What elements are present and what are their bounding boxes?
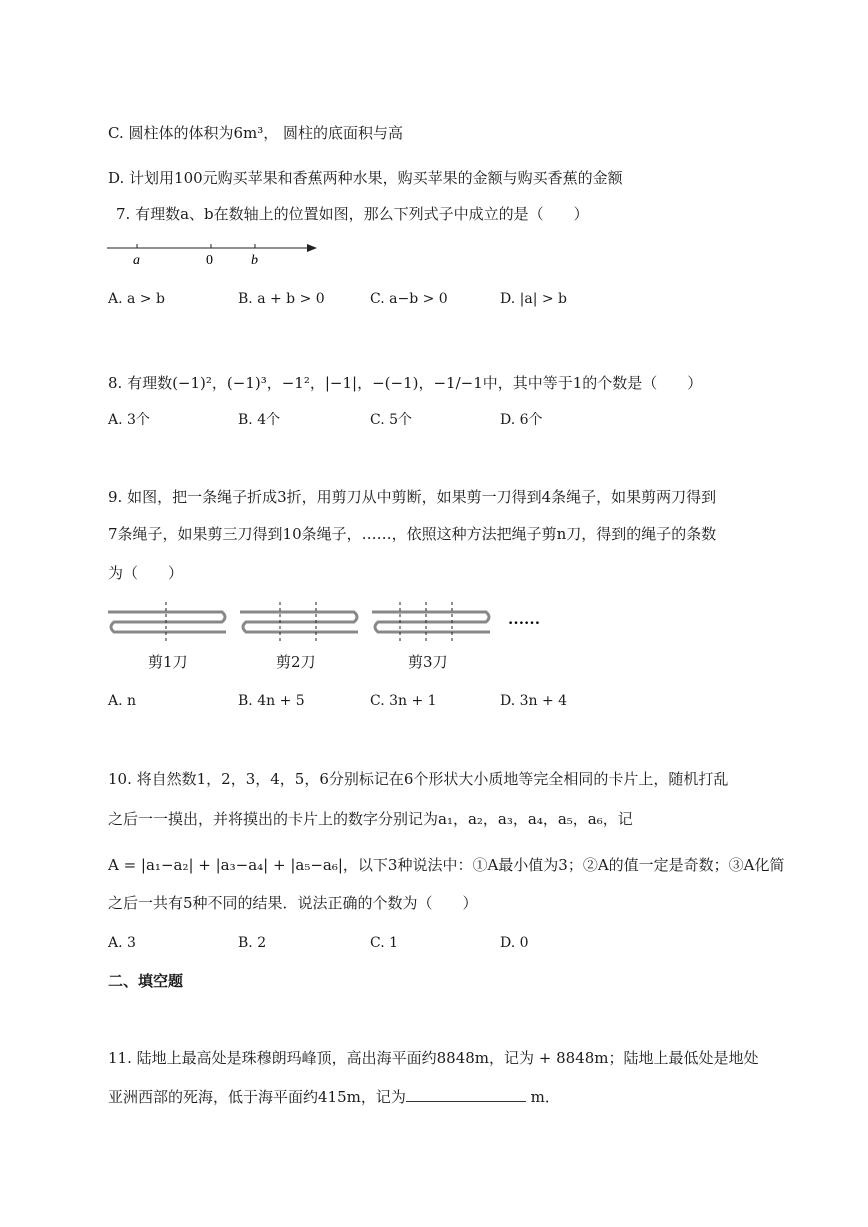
q7-option-a: A. a > b	[108, 291, 165, 307]
q10-line2: 之后一一摸出，并将摸出的卡片上的数字分别记为a₁，a₂，a₃，a₄，a₅，a₆，记	[108, 810, 633, 828]
label-0: 0	[206, 253, 213, 268]
q9-line1: 9. 如图，把一条绳子折成3折，用剪刀从中剪断，如果剪一刀得到4条绳子，如果剪两刀得到	[108, 488, 717, 506]
q10-option-b: B. 2	[238, 935, 267, 951]
q10-option-c: C. 1	[370, 935, 399, 951]
q8-option-a: A. 3个	[108, 412, 150, 428]
rope-3	[372, 612, 490, 632]
q8-option-b: B. 4个	[238, 412, 281, 428]
q9-option-c: C. 3n + 1	[370, 693, 437, 709]
number-line-arrow	[307, 244, 317, 252]
label-a: a	[133, 253, 140, 268]
q10-line4: 之后一共有5种不同的结果．说法正确的个数为（ ）	[108, 894, 478, 912]
section-title-fill-in: 二、填空题	[108, 972, 184, 990]
q10-line1: 10. 将自然数1，2，3，4，5，6分别标记在6个形状大小质地等完全相同的卡片上，随机打乱	[108, 770, 729, 788]
q10-option-a: A. 3	[108, 935, 136, 951]
q8-option-c: C. 5个	[370, 412, 413, 428]
q11-line2-text: 亚洲西部的死海，低于海平面约415m，记为	[108, 1088, 406, 1106]
q9-line3: 为（ ）	[108, 564, 184, 582]
q11-unit: m．	[525, 1088, 560, 1106]
rope-1	[108, 612, 226, 632]
label-b: b	[251, 253, 258, 268]
q7-option-d: D. |a| > b	[500, 291, 567, 307]
q7-stem: 7. 有理数a、b在数轴上的位置如图，那么下列式子中成立的是（ ）	[116, 205, 589, 223]
d-option-line: D. 计划用100元购买苹果和香蕉两种水果，购买苹果的金额与购买香蕉的金额	[108, 169, 623, 187]
c-option-line: C. 圆柱体的体积为6m³， 圆柱的底面积与高	[108, 124, 404, 142]
q9-option-d: D. 3n + 4	[500, 693, 568, 709]
q10-line3: A = |a₁−a₂| + |a₃−a₄| + |a₅−a₆|，以下3种说法中：①A最小值为3；②A的值一定是奇数；③A化简	[108, 856, 785, 874]
rope-2	[240, 612, 358, 632]
q7-option-b: B. a + b > 0	[238, 291, 325, 307]
q8-option-d: D. 6个	[500, 412, 543, 428]
rope-figure	[104, 600, 564, 650]
q11-line2	[108, 1087, 560, 1107]
q7-option-c: C. a−b > 0	[370, 291, 448, 307]
rope-ellipsis: ……	[508, 611, 540, 628]
answer-blank[interactable]	[406, 1087, 526, 1102]
q9-line2: 7条绳子，如果剪三刀得到10条绳子，……，依照这种方法把绳子剪n刀，得到的绳子的条数	[108, 525, 717, 543]
q10-option-d: D. 0	[500, 935, 529, 951]
number-line-figure	[105, 234, 335, 274]
q9-option-a: A. n	[108, 693, 137, 709]
q8-stem: 8. 有理数(−1)²，(−1)³，−1²，|−1|，−(−1)，−1/−1中，其中等于1的个数是（ ）	[108, 374, 703, 392]
rope-label-2: 剪2刀	[276, 653, 316, 671]
rope-label-3: 剪3刀	[408, 653, 448, 671]
q9-option-b: B. 4n + 5	[238, 693, 305, 709]
rope-label-1: 剪1刀	[148, 653, 188, 671]
q11-line1: 11. 陆地上最高处是珠穆朗玛峰顶，高出海平面约8848m，记为 + 8848m；陆地上最低处是地处	[108, 1049, 759, 1067]
